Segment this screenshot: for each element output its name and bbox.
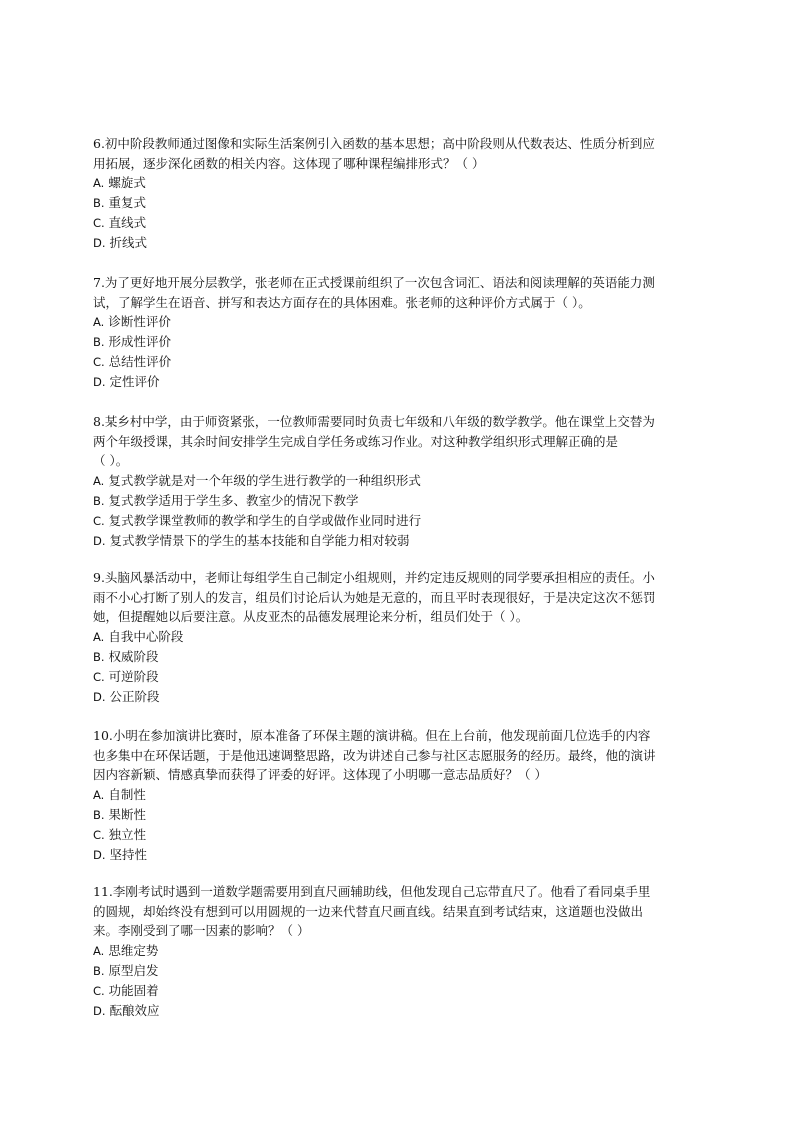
- question-stem-line: 8.某乡村中学，由于师资紧张，一位教师需要同时负责七年级和八年级的数学教学。他在课堂上交替为: [93, 414, 655, 429]
- question-stem-line: 雨不小心打断了别人的发言，组员们讨论后认为她是无意的，而且平时表现很好，于是决定这次不惩罚: [93, 589, 656, 605]
- option-list: [93, 785, 711, 865]
- question-stem: [93, 568, 711, 627]
- option-list: [93, 471, 711, 551]
- option-item: [93, 332, 711, 352]
- option-item: [93, 193, 711, 213]
- option-text: 公正阶段: [109, 688, 160, 704]
- option-letter: C.: [93, 983, 105, 998]
- question-stem: [93, 412, 711, 471]
- option-letter: A.: [93, 787, 105, 802]
- option-text: 螺旋式: [108, 175, 146, 190]
- option-letter: B.: [93, 807, 105, 822]
- option-list: [93, 312, 711, 392]
- option-text: 功能固着: [108, 982, 159, 998]
- question-block: [93, 273, 711, 392]
- question-block: [93, 412, 711, 551]
- option-letter: A.: [93, 473, 105, 488]
- option-item: [93, 667, 711, 687]
- question-block: [93, 726, 711, 865]
- option-letter: B.: [93, 963, 105, 978]
- option-text: 复式教学情景下的学生的基本技能和自学能力相对较弱: [109, 532, 410, 548]
- question-block: [93, 882, 711, 1021]
- question-stem-line: 7.为了更好地开展分层教学，张老师在正式授课前组织了一次包含词汇、语法和阅读理解的英语能力测: [93, 275, 655, 290]
- option-item: [93, 825, 711, 845]
- question-block: [93, 134, 711, 253]
- question-stem-line: 也多集中在环保话题，于是他迅速调整思路，改为讲述自己参与社区志愿服务的经历。最终，他的演讲: [93, 747, 656, 763]
- option-text: 复式教学课堂教师的教学和学生的自学或做作业同时进行: [108, 512, 422, 528]
- option-item: [93, 845, 711, 865]
- option-letter: C.: [93, 513, 105, 528]
- option-item: [93, 352, 711, 372]
- option-text: 直线式: [108, 215, 147, 230]
- question-stem-line: 她，但提醒她以后要注意。从皮亚杰的品德发展理论来分析，组员们处于（ ）。: [93, 609, 529, 624]
- option-letter: A.: [93, 629, 105, 644]
- option-letter: C.: [93, 355, 105, 369]
- option-text: 原型启发: [108, 962, 159, 978]
- option-text: 坚持性: [109, 846, 148, 862]
- option-text: 诊断性评价: [108, 314, 171, 329]
- option-letter: D.: [93, 847, 106, 862]
- question-stem: [93, 134, 711, 173]
- option-item: [93, 471, 711, 491]
- option-item: [93, 687, 711, 707]
- option-item: [93, 961, 711, 981]
- question-stem-line: 用拓展，逐步深化函数的相关内容。这体现了哪种课程编排形式？（ ）: [93, 155, 485, 171]
- option-letter: C.: [93, 827, 105, 842]
- question-stem: [93, 726, 711, 785]
- question-stem: [93, 882, 711, 941]
- option-text: 总结性评价: [108, 354, 172, 369]
- option-letter: B.: [93, 649, 105, 664]
- option-text: 果断性: [108, 806, 147, 822]
- question-stem-line: 11.李刚考试时遇到一道数学题需要用到直尺画辅助线，但他发现自己忘带直尺了。他看了看同桌手里: [93, 884, 651, 899]
- option-item: [93, 312, 711, 332]
- option-text: 复式教学适用于学生多、教室少的情况下教学: [108, 492, 359, 508]
- option-letter: B.: [93, 335, 105, 349]
- option-text: 复式教学就是对一个年级的学生进行教学的一种组织形式: [108, 472, 421, 488]
- option-item: [93, 805, 711, 825]
- option-text: 权威阶段: [108, 648, 159, 664]
- option-item: [93, 647, 711, 667]
- option-letter: D.: [93, 1003, 106, 1018]
- option-letter: D.: [93, 236, 106, 250]
- option-text: 自我中心阶段: [108, 628, 184, 644]
- option-letter: C.: [93, 216, 105, 230]
- option-text: 折线式: [109, 235, 148, 250]
- question-stem-line: （ ）。: [93, 453, 129, 468]
- question-stem-line: 来。李刚受到了哪一因素的影响？（ ）: [93, 923, 310, 938]
- option-item: [93, 213, 711, 233]
- question-stem: [93, 273, 711, 312]
- question-stem-line: 因内容新颖、情感真挚而获得了评委的好评。这体现了小明哪一意志品质好？（ ）: [93, 767, 547, 782]
- option-text: 酝酿效应: [109, 1002, 160, 1018]
- option-text: 定性评价: [109, 374, 160, 389]
- question-stem-line: 10.小明在参加演讲比赛时，原本准备了环保主题的演讲稿。但在上台前，他发现前面几位选手的内容: [93, 728, 651, 743]
- option-item: [93, 941, 711, 961]
- option-item: [93, 372, 711, 392]
- option-item: [93, 511, 711, 531]
- option-letter: C.: [93, 669, 105, 684]
- option-item: [93, 1001, 711, 1021]
- option-letter: A.: [93, 943, 105, 958]
- option-text: 自制性: [108, 786, 146, 802]
- option-text: 可逆阶段: [108, 668, 159, 684]
- option-text: 思维定势: [108, 942, 159, 958]
- option-letter: B.: [93, 196, 105, 210]
- question-block: [93, 568, 711, 707]
- option-text: 独立性: [108, 826, 147, 842]
- option-item: [93, 981, 711, 1001]
- option-letter: D.: [93, 533, 106, 548]
- option-item: [93, 785, 711, 805]
- option-letter: B.: [93, 493, 105, 508]
- option-list: [93, 941, 711, 1021]
- question-stem-line: 的圆规，却始终没有想到可以用圆规的一边来代替直尺画直线。结果直到考试结束，这道题也没做出: [93, 903, 644, 919]
- question-stem-line: 9.头脑风暴活动中，老师让每组学生自己制定小组规则，并约定违反规则的同学要承担相应的责任。小: [93, 570, 655, 585]
- option-letter: D.: [93, 375, 106, 389]
- option-text: 形成性评价: [108, 334, 172, 349]
- option-letter: A.: [93, 315, 105, 329]
- option-item: [93, 531, 711, 551]
- option-item: [93, 627, 711, 647]
- option-list: [93, 627, 711, 707]
- question-stem-line: 试，了解学生在语音、拼写和表达方面存在的具体困难。张老师的这种评价方式属于（ ）。: [93, 294, 591, 310]
- option-list: [93, 173, 711, 253]
- question-stem-line: 两个年级授课，其余时间安排学生完成自学任务或练习作业。对这种教学组织形式理解正确的是: [93, 433, 619, 449]
- option-text: 重复式: [108, 195, 147, 210]
- option-letter: D.: [93, 689, 106, 704]
- option-letter: A.: [93, 176, 105, 190]
- option-item: [93, 491, 711, 511]
- option-item: [93, 233, 711, 253]
- option-item: [93, 173, 711, 193]
- question-stem-line: 6.初中阶段教师通过图像和实际生活案例引入函数的基本思想；高中阶段则从代数表达、性质分析到应: [93, 136, 655, 151]
